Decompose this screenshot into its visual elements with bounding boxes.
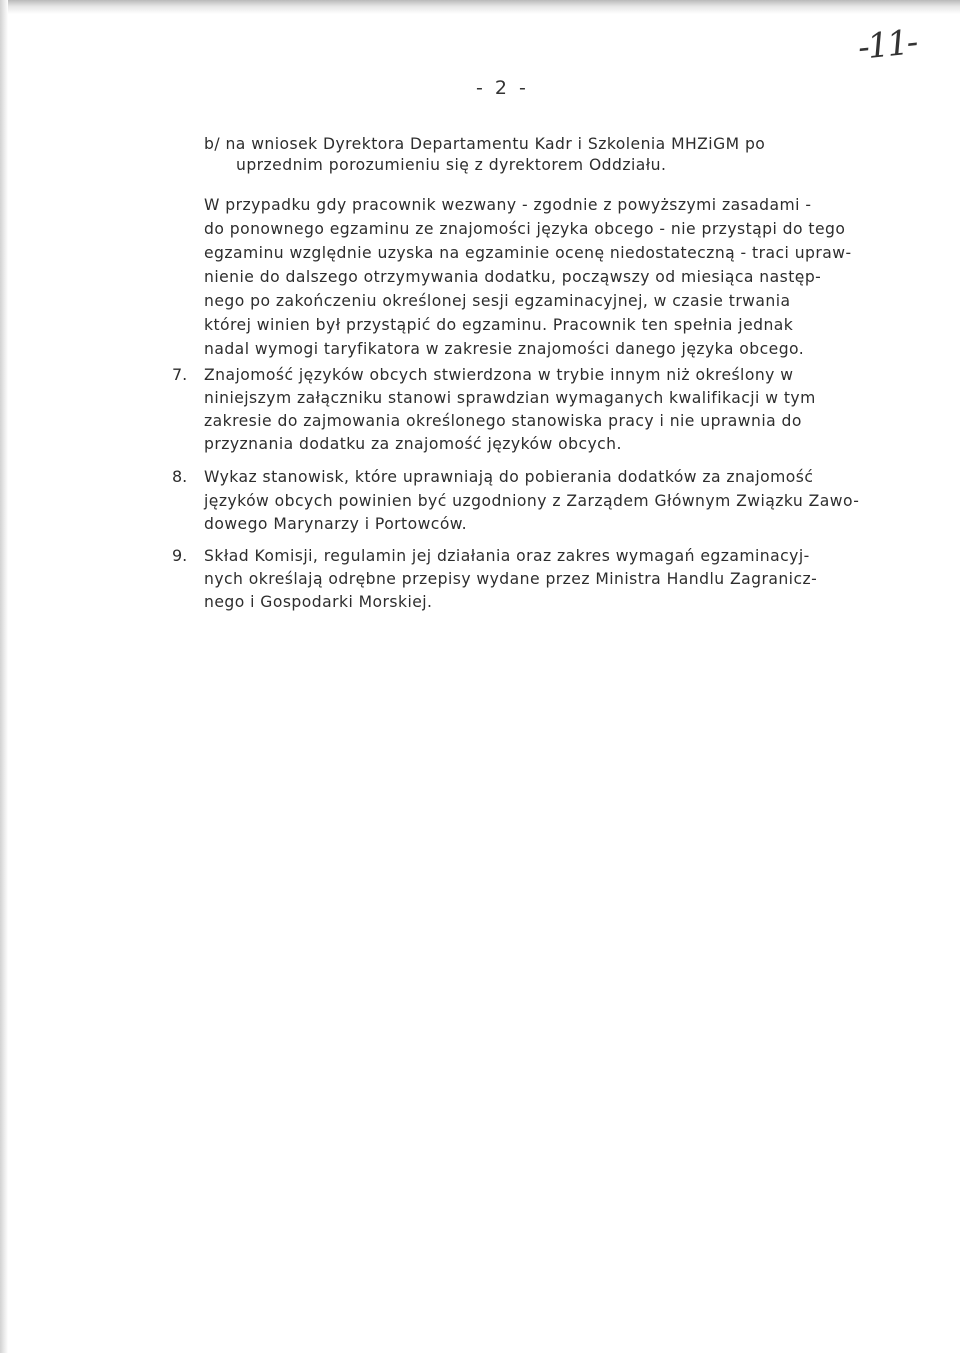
- section-b-line: uprzednim porozumieniu się z dyrektorem Oddziału.: [236, 156, 667, 174]
- paragraph-line: której winien był przystąpić do egzaminu. Pracownik ten spełnia jednak: [204, 316, 794, 334]
- item-number: 8.: [172, 467, 188, 486]
- paragraph-line: nego po zakończeniu określonej sesji egzaminacyjnej, w czasie trwania: [204, 292, 791, 310]
- paragraph-line: egzaminu względnie uzyska na egzaminie ocenę niedostateczną - traci upraw-: [204, 244, 852, 262]
- section-b-line: b/ na wniosek Dyrektora Departamentu Kadr i Szkolenia MHZiGM po: [204, 135, 766, 153]
- item-number: 9.: [172, 546, 188, 565]
- item-line: nego i Gospodarki Morskiej.: [204, 593, 433, 611]
- scan-left-edge: [0, 0, 8, 1353]
- paragraph-line: nadal wymogi taryfikatora w zakresie znajomości danego języka obcego.: [204, 340, 805, 358]
- paragraph-line: nienie do dalszego otrzymywania dodatku, począwszy od miesiąca następ-: [204, 268, 822, 286]
- item-line: nych określają odrębne przepisy wydane przez Ministra Handlu Zagranicz-: [204, 570, 818, 588]
- item-line: zakresie do zajmowania określonego stanowiska pracy i nie uprawnia do: [204, 412, 802, 430]
- item-line: dowego Marynarzy i Portowców.: [204, 515, 467, 533]
- item-line: Wykaz stanowisk, które uprawniają do pobierania dodatków za znajomość: [204, 468, 814, 486]
- paragraph-line: W przypadku gdy pracownik wezwany - zgodnie z powyższymi zasadami -: [204, 196, 812, 214]
- item-number: 7.: [172, 365, 188, 384]
- page-number: - 2 -: [476, 77, 529, 99]
- item-line: Znajomość języków obcych stwierdzona w trybie innym niż określony w: [204, 366, 794, 384]
- item-line: Skład Komisji, regulamin jej działania oraz zakres wymagań egzaminacyj-: [204, 547, 810, 565]
- item-line: niniejszym załączniku stanowi sprawdzian wymaganych kwalifikacji w tym: [204, 389, 816, 407]
- item-line: przyznania dodatku za znajomość języków obcych.: [204, 435, 622, 453]
- handwritten-page-mark: -11-: [856, 22, 919, 68]
- scan-top-edge: [0, 0, 960, 14]
- paragraph-line: do ponownego egzaminu ze znajomości języka obcego - nie przystąpi do tego: [204, 220, 846, 238]
- item-line: języków obcych powinien być uzgodniony z Zarządem Głównym Związku Zawo-: [204, 492, 860, 510]
